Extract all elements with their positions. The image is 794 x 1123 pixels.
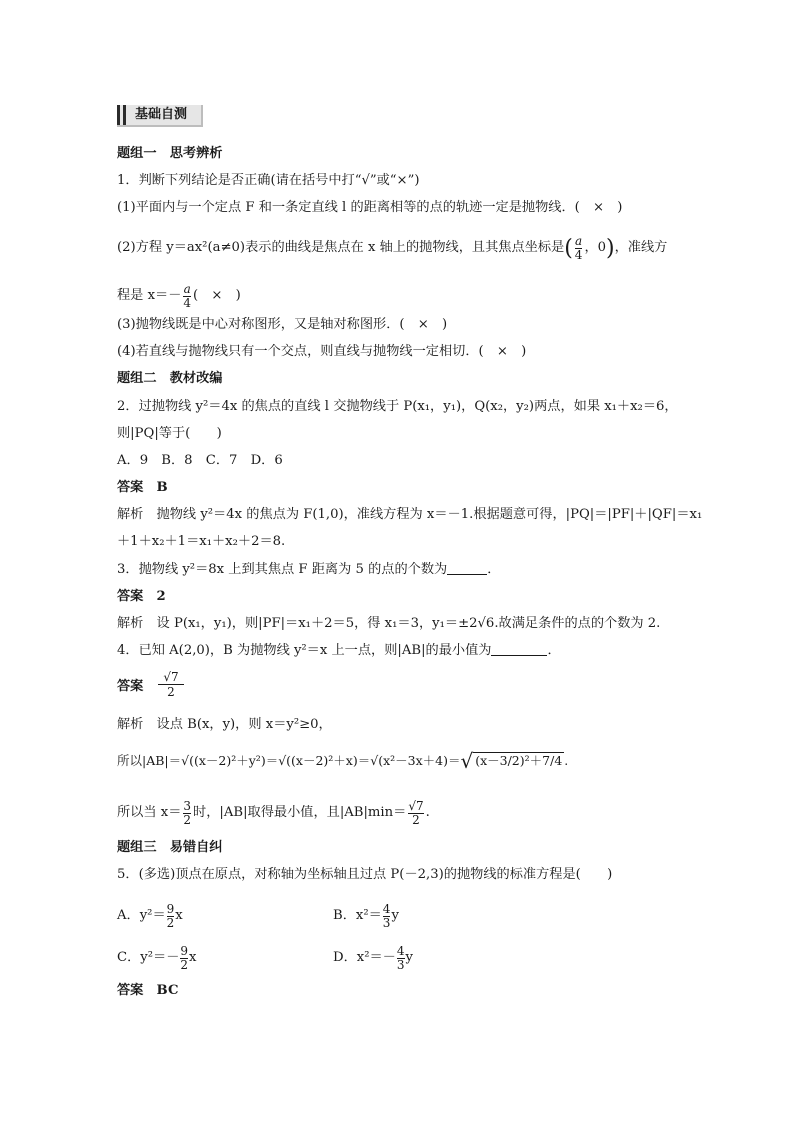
q3-answer-blank xyxy=(447,561,487,575)
s2-text-b: ，0 xyxy=(584,240,607,255)
optB-fraction xyxy=(383,903,391,930)
q3-stem-text: 3．抛物线 y²＝8x 上到其焦点 F 距离为 5 的点的个数为 xyxy=(117,562,448,577)
q4-min-den: 2 xyxy=(412,813,420,827)
q5-answer: 答案 BC xyxy=(117,983,179,998)
q4-distance-expr: 所以|AB|＝√((x－2)²＋y²)＝√((x－2)²＋x)＝√(x²－3x＋4)＝ xyxy=(117,753,461,768)
q3-stem: 3．抛物线 y²＝8x 上到其焦点 F 距离为 5 的点的个数为 ． xyxy=(117,562,501,577)
optD-fraction xyxy=(397,945,405,972)
q4-x-den: 2 xyxy=(183,813,192,827)
q1-statement-2-line1 xyxy=(117,235,667,262)
optB-post: y xyxy=(391,908,399,923)
q4-min-fraction xyxy=(408,800,423,827)
q4-x-fraction xyxy=(183,800,191,827)
q5-option-a xyxy=(117,903,183,930)
q4-x-num: 3 xyxy=(183,799,192,813)
q2-answer: 答案 B xyxy=(117,480,168,495)
q2-options: A．9 B．8 C．7 D．6 xyxy=(117,453,283,468)
q4-answer-den: 2 xyxy=(167,685,175,699)
q4-completed-square: (x－3/2)²＋7/4 xyxy=(475,753,563,768)
q5-option-c xyxy=(117,945,196,972)
q1-statement-3: (3)抛物线既是中心对称图形，又是轴对称图形．( × ) xyxy=(117,317,448,332)
optD-pre: D．x²＝－ xyxy=(333,950,396,965)
s2d-frac-num: a xyxy=(183,282,191,296)
paren-right-icon: ) xyxy=(606,236,615,261)
q5-option-b xyxy=(333,903,399,930)
group2-title: 题组二 教材改编 xyxy=(117,371,223,386)
s2-text-c: ，准线方 xyxy=(614,240,668,255)
q1-statement-1: (1)平面内与一个定点 F 和一条定直线 l 的距离相等的点的轨迹一定是抛物线．( × ) xyxy=(117,200,623,215)
s2d-frac-den: 4 xyxy=(183,296,192,310)
optA-fraction xyxy=(167,903,175,930)
optA-num: 9 xyxy=(166,902,175,916)
group1-title: 题组一 思考辨析 xyxy=(117,146,223,161)
s2-text-d: 程是 x＝－ xyxy=(117,288,182,303)
optC-num: 9 xyxy=(180,944,189,958)
q4-analysis-line2: 所以|AB|＝√((x－2)²＋y²)＝√((x－2)²＋x)＝√(x²－3x＋4)＝√ (x－3/2)²＋7/4 . xyxy=(117,749,569,773)
q4-stem: 4．已知 A(2,0)，B 为抛物线 y²＝x 上一点，则|AB|的最小值为 ． xyxy=(117,643,561,658)
optC-pre: C．y²＝－ xyxy=(117,950,180,965)
q4-analysis: 解析 设点 B(x，y)，则 x＝y²≥0， xyxy=(117,717,332,732)
optA-pre: A．y²＝ xyxy=(117,908,166,923)
q2-analysis-line1: 解析 抛物线 y²＝4x 的焦点为 F(1,0)，准线方程为 x＝－1.根据题意可得，|PQ|＝|PF|＋|QF|＝x₁ xyxy=(117,507,703,522)
paren-left-icon: ( xyxy=(564,236,573,261)
optD-num: 4 xyxy=(396,944,405,958)
section-banner xyxy=(117,105,203,127)
s2-text-a: (2)方程 y＝ax²(a≠0)表示的曲线是焦点在 x 轴上的抛物线，且其焦点坐标是 xyxy=(117,240,565,255)
q5-stem: 5．(多选)顶点在原点，对称轴为坐标轴且过点 P(－2,3)的抛物线的标准方程是( ) xyxy=(117,867,613,882)
q4-answer-num: √7 xyxy=(158,670,184,685)
optA-post: x xyxy=(175,908,183,923)
q2-stem-line2: 则|PQ|等于( ) xyxy=(117,426,222,441)
q4-stem-text: 4．已知 A(2,0)，B 为抛物线 y²＝x 上一点，则|AB|的最小值为 xyxy=(117,643,492,658)
banner-bars-icon xyxy=(117,105,127,125)
optA-den: 2 xyxy=(166,916,175,930)
q1-statement-4: (4)若直线与抛物线只有一个交点，则直线与抛物线一定相切．( × ) xyxy=(117,344,527,359)
optB-pre: B．x²＝ xyxy=(333,908,382,923)
sqrt-icon: √ xyxy=(460,749,474,773)
q4-line3-a: 所以当 x＝ xyxy=(117,805,182,820)
s2-directrix-fraction xyxy=(183,283,191,310)
s2-text-e: ( × ) xyxy=(193,288,241,303)
q1-stem: 1．判断下列结论是否正确(请在括号中打“√”或“×”) xyxy=(117,173,420,188)
q4-answer-blank xyxy=(491,642,547,656)
q4-answer-fraction xyxy=(158,670,184,699)
optC-post: x xyxy=(189,950,197,965)
q3-analysis: 解析 设 P(x₁，y₁)，则|PF|＝x₁＋2＝5，得 x₁＝3，y₁＝±2√6.故满足条件的点的个数为 2. xyxy=(117,616,661,631)
q4-answer-label: 答案 xyxy=(117,679,144,694)
optB-num: 4 xyxy=(382,902,391,916)
s2-frac-den: 4 xyxy=(574,248,583,262)
section-title: 基础自测 xyxy=(135,107,188,122)
optD-den: 3 xyxy=(396,958,405,972)
q1-statement-2-line2 xyxy=(117,283,241,310)
s2-focus-fraction xyxy=(575,235,583,262)
q4-line3-b: 时，|AB|取得最小值，且|AB|min＝ xyxy=(193,805,407,820)
optB-den: 3 xyxy=(382,916,391,930)
q2-stem-line1: 2．过抛物线 y²＝4x 的焦点的直线 l 交抛物线于 P(x₁，y₁)，Q(x₂，y₂)两点，如果 x₁＋x₂＝6， xyxy=(117,399,678,414)
q4-analysis-line3: 所以当 x＝ $\frac{3}{2}$ 时，|AB|取得最小值，且|AB|min＝ $\frac{√7}{2}$ . xyxy=(117,799,430,827)
s2-frac-num: a xyxy=(575,234,583,248)
optC-fraction xyxy=(180,945,188,972)
group3-title: 题组三 易错自纠 xyxy=(117,840,223,855)
optC-den: 2 xyxy=(180,958,189,972)
q5-option-d xyxy=(333,945,413,972)
q4-min-num: √7 xyxy=(408,799,424,813)
optD-post: y xyxy=(405,950,413,965)
q3-answer: 答案 2 xyxy=(117,589,166,604)
q2-analysis-line2: ＋1＋x₂＋1＝x₁＋x₂＋2＝8. xyxy=(117,534,286,549)
